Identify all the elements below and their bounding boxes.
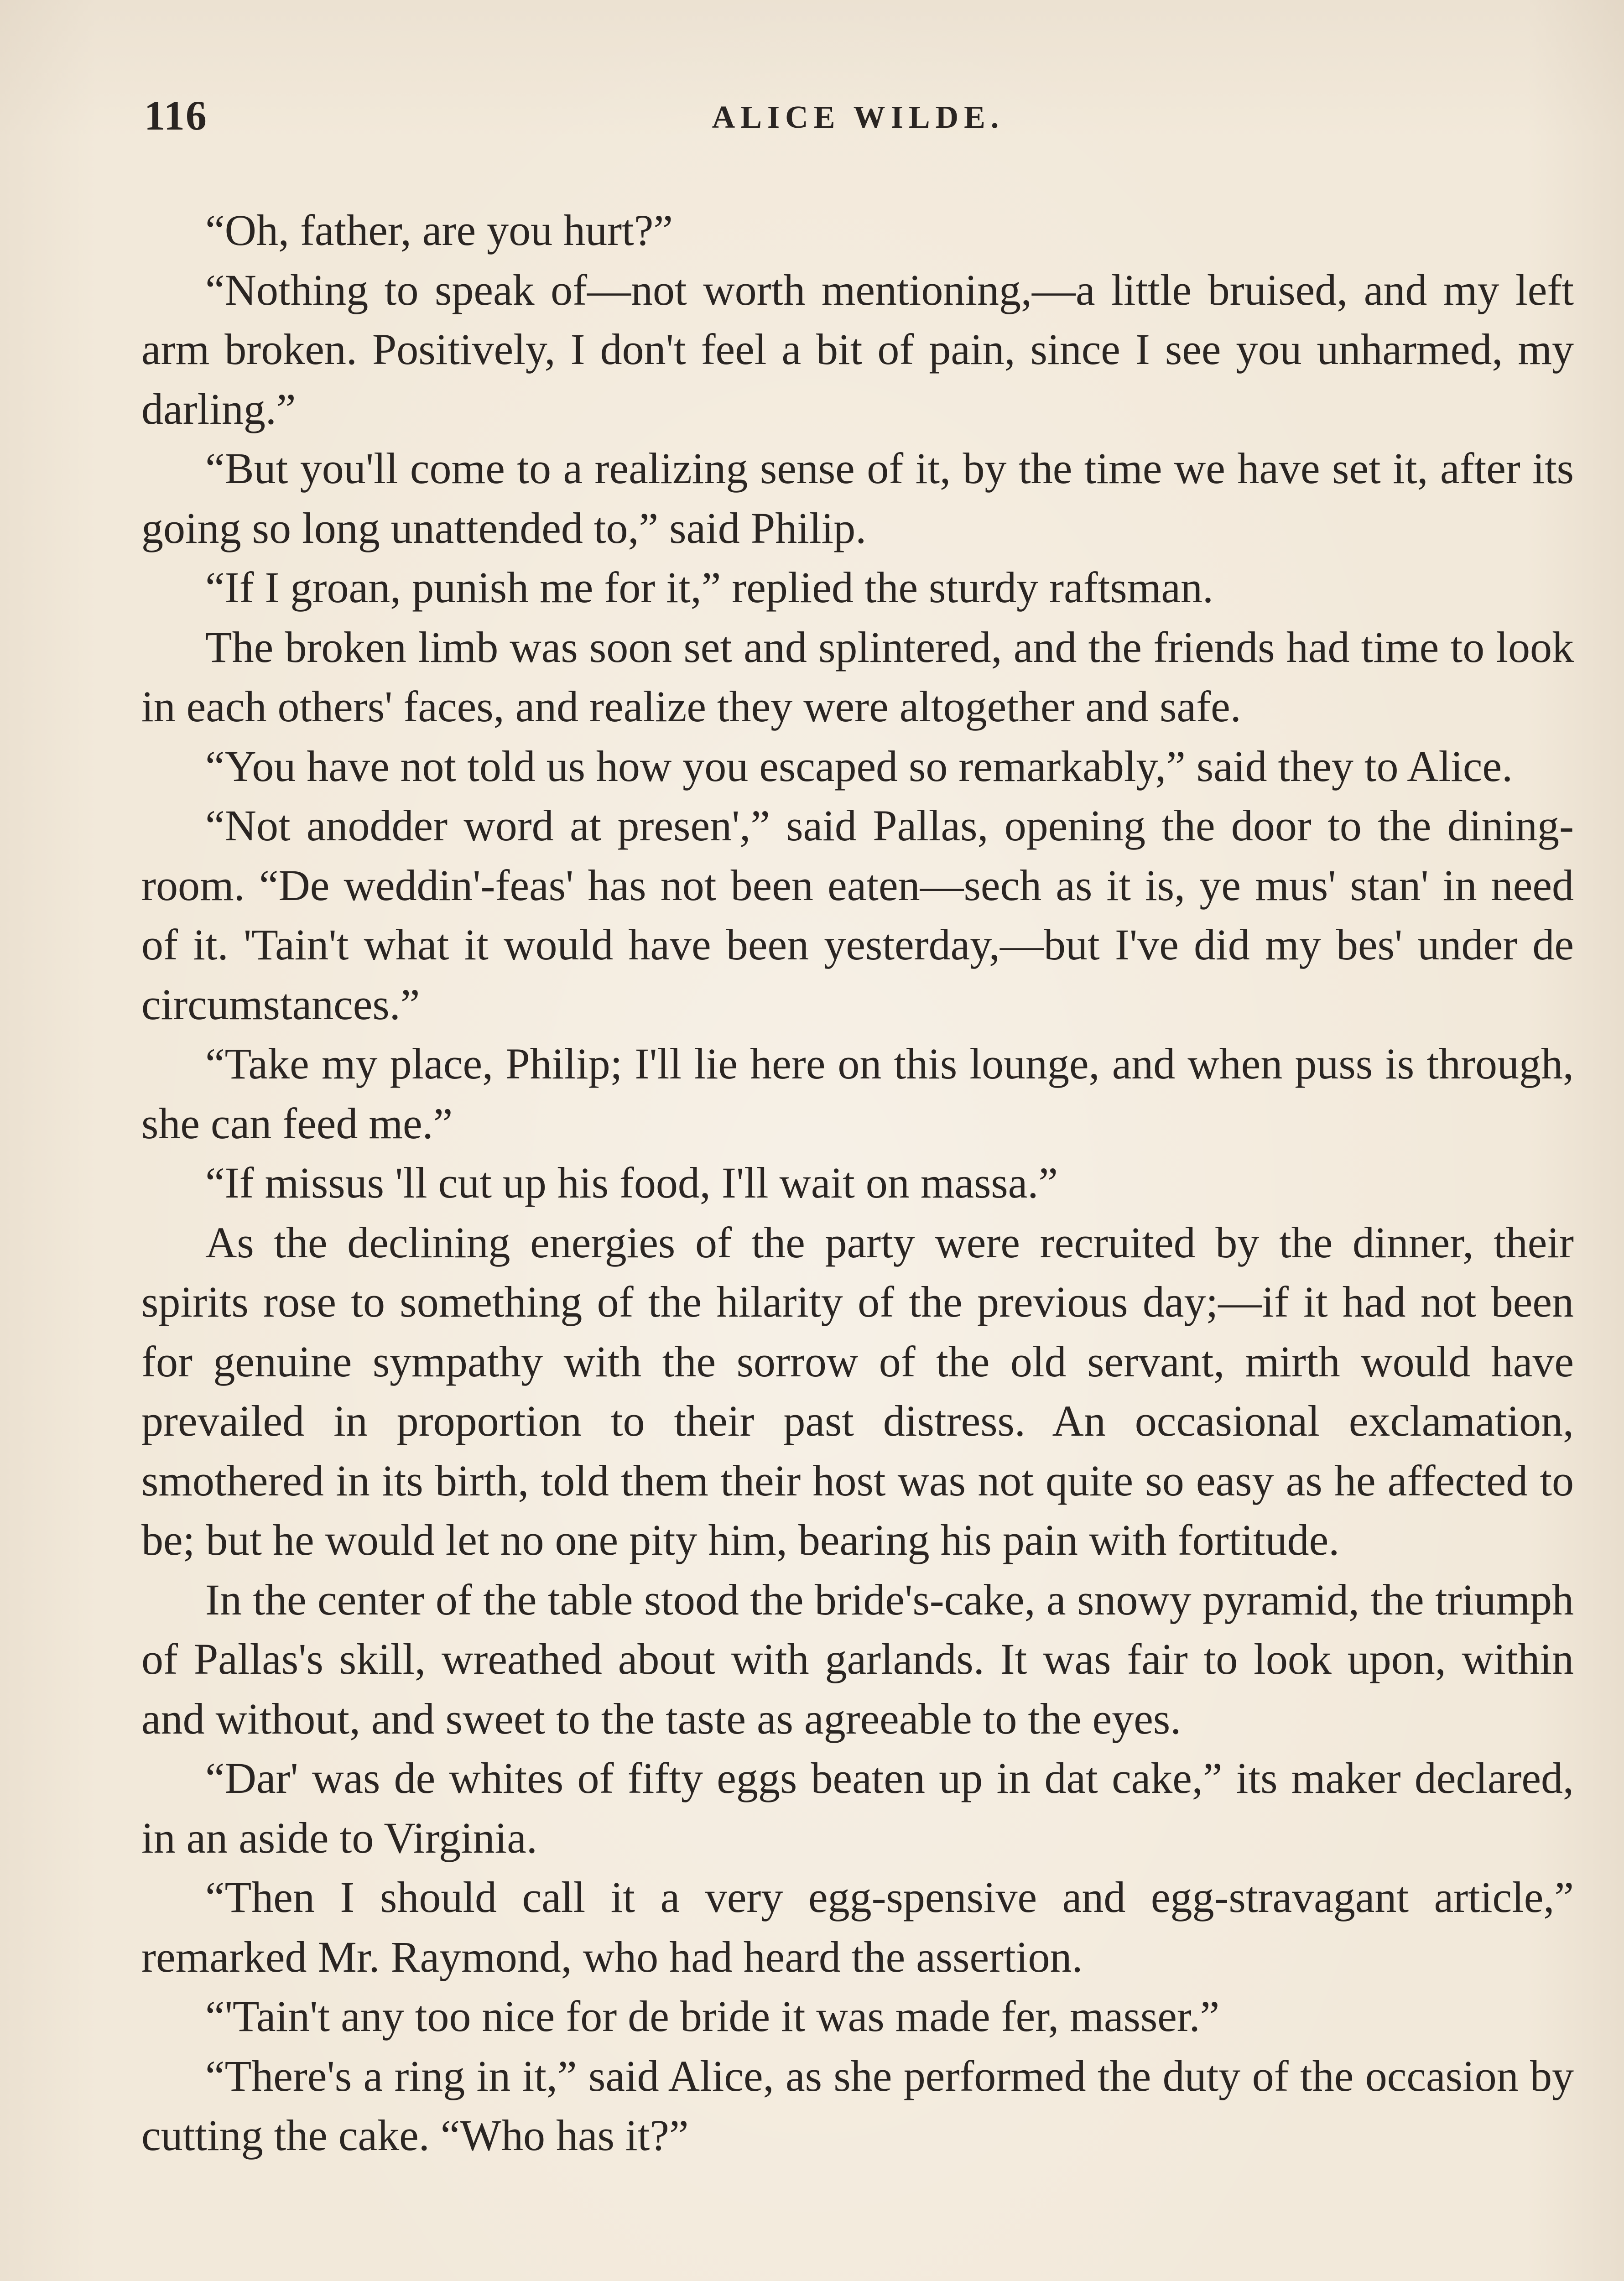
paragraph: “Take my place, Philip; I'll lie here on this lounge, and when puss is through, she can feed me.” xyxy=(141,1039,1574,1148)
paragraph: “But you'll come to a realizing sense of it, by the time we have set it, after its going so long unattended to,” said Philip. xyxy=(141,444,1574,552)
running-title: ALICE WILDE. xyxy=(712,100,1005,135)
paragraph: “Nothing to speak of—not worth mentioning,—a little bruised, and my left arm broken. Positively, I don't feel a bit of pain, since I see you unharmed, my darling.” xyxy=(141,265,1574,433)
paragraph: “Then I should call it a very egg-spensive and egg-stravagant article,” remarked Mr. Raymond, who had heard the assertion. xyxy=(141,1873,1574,1981)
running-head xyxy=(144,91,1572,141)
paragraph: The broken limb was soon set and splintered, and the friends had time to look in each others' faces, and realize they were altogether and safe. xyxy=(141,622,1574,731)
paragraph: “'Tain't any too nice for de bride it was made fer, masser.” xyxy=(205,1992,1220,2041)
paragraph: “If missus 'll cut up his food, I'll wait on massa.” xyxy=(205,1158,1058,1207)
paragraph: In the center of the table stood the bride's-cake, a snowy pyramid, the triumph of Pallas's skill, wreathed about with garlands. It was fair to look upon, within and without, and sweet to the taste as agreeable to the eyes. xyxy=(141,1575,1574,1743)
page-number: 116 xyxy=(144,92,208,139)
paragraph: As the declining energies of the party were recruited by the dinner, their spirits rose to something of the hilarity of the previous day;—if it had not been for genuine sympathy with the sorrow of the old servant, mirth would have prevailed in proportion to their past distress. An occasional exclamation, smothered in its birth, told them their host was not quite so easy as he affected to be; but he would let no one pity him, bearing his pain with fortitude. xyxy=(141,1218,1574,1564)
paragraph: “Oh, father, are you hurt?” xyxy=(205,206,673,255)
paragraph: “There's a ring in it,” said Alice, as she performed the duty of the occasion by cutting the cake. “Who has it?” xyxy=(141,2051,1574,2160)
paragraph: “You have not told us how you escaped so remarkably,” said they to Alice. xyxy=(205,741,1513,791)
body-text xyxy=(141,201,1574,2166)
paragraph: “Dar' was de whites of fifty eggs beaten up in dat cake,” its maker declared, in an aside to Virginia. xyxy=(141,1754,1574,1862)
paragraph: “Not anodder word at presen',” said Pallas, opening the door to the dining-room. “De weddin'-feas' has not been eaten—sech as it is, ye mus' stan' in need of it. 'Tain't what it would have been yesterday,—but I've did my bes' under de circumstances.” xyxy=(141,801,1574,1029)
paragraph: “If I groan, punish me for it,” replied the sturdy raftsman. xyxy=(205,563,1213,612)
